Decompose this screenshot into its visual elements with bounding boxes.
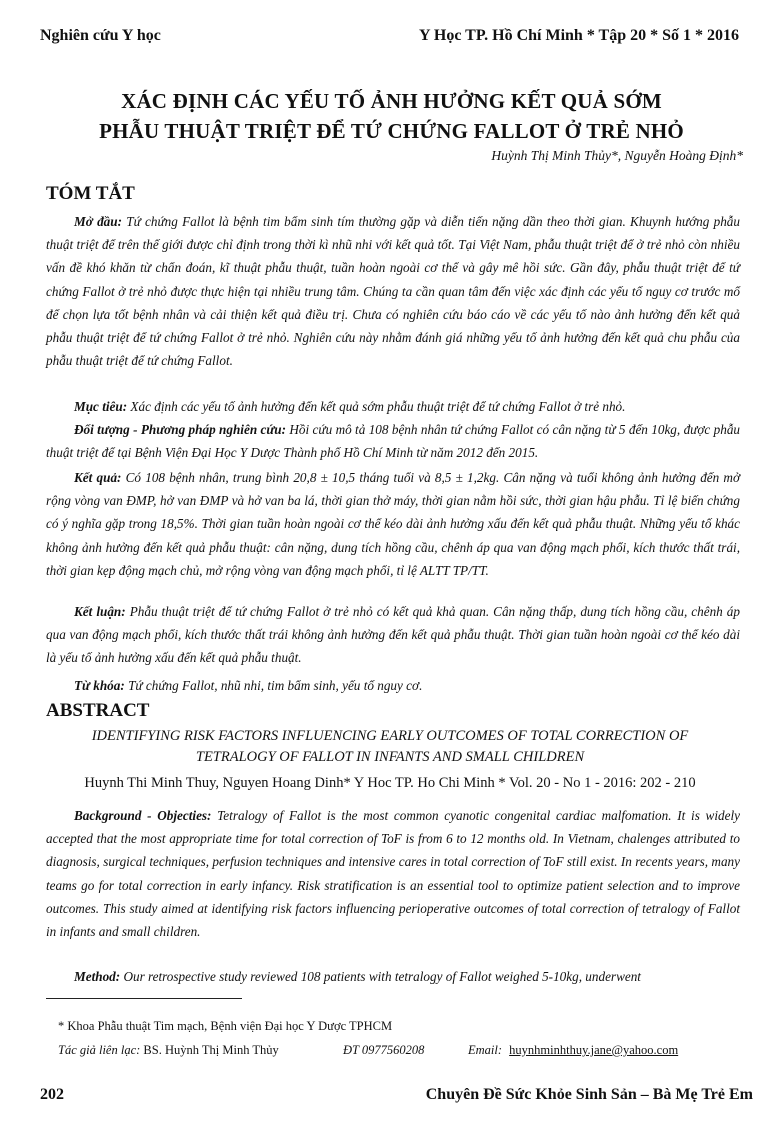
- running-header-right: Y Học TP. Hồ Chí Minh * Tập 20 * Số 1 * 2016: [418, 27, 739, 44]
- authors: Huỳnh Thị Minh Thủy*, Nguyễn Hoàng Định*: [491, 148, 743, 163]
- page-number: 202: [40, 1086, 64, 1103]
- modau-paragraph: [46, 210, 740, 372]
- footnote-affiliation: * Khoa Phẫu thuật Tim mạch, Bệnh viện Đại học Y Dược TPHCM: [58, 1019, 393, 1033]
- ketqua-text: Có 108 bệnh nhân, trung bình 20,8 ± 10,5 tháng tuổi và 8,5 ± 1,2kg. Cân nặng và tuổi không ảnh hưởng đến mở rộng vòng van ĐMP, hở van ĐMP và hở van ba lá, thời gian thở máy, thời gian nằm hồi sức, thời gian hậu phẫu. Tỉ lệ biến chứng có ý nghĩa gặp trong 18,5%. Thời gian tuần hoàn ngoài cơ thể kéo dài ảnh hưởng xấu đến kết quả phẫu thuật. Những yếu tố khác không ảnh hưởng đến kết quả phẫu thuật: cân nặng, dung tích hồng cầu, chênh áp qua van động mạch phổi, kích thước thất trái, thời gian kẹp động mạch chủ, mở rộng vòng van động mạch phổi, tỉ lệ ALTT TP/TT.: [46, 470, 740, 578]
- en-title-line-1: IDENTIFYING RISK FACTORS INFLUENCING EARLY OUTCOMES OF TOTAL CORRECTION OF: [91, 728, 689, 744]
- background-paragraph: [46, 804, 740, 943]
- method-text: Our retrospective study reviewed 108 patients with tetralogy of Fallot weighed 5-10kg, underwent: [120, 969, 641, 984]
- footnote-phone: ĐT 0977560208: [343, 1043, 425, 1057]
- title-line-1: XÁC ĐỊNH CÁC YẾU TỐ ẢNH HƯỞNG KẾT QUẢ SỚM: [121, 89, 662, 113]
- modau-text: Tứ chứng Fallot là bệnh tim bẩm sinh tím thường gặp và diễn tiến nặng dần theo thời gian. Khuynh hướng phẫu thuật triệt để trên thế giới được chỉ định trong thời kì nhũ nhi với kết quả tốt. Tại Việt Nam, phẫu thuật triệt để ở trẻ nhỏ còn nhiều vấn đề khó khăn từ chẩn đoán, kĩ thuật phẫu thuật, tuần hoàn ngoài cơ thể và gây mê hồi sức. Gần đây, phẫu thuật triệt để tứ chứng Fallot ở trẻ nhỏ được thực hiện tại nhiều trung tâm. Chúng ta cần quan tâm đến việc xác định các yếu tố nguy cơ trước mổ để chọn lựa tốt bệnh nhân và cải thiện kết quả điều trị. Chưa có nghiên cứu báo cáo về các yếu tố nào ảnh hưởng đến kết quả phẫu thuật triệt để tứ chứng Fallot ở trẻ nhỏ. Nghiên cứu này nhằm đánh giá những yếu tố ảnh hưởng đến kết quả chu phẫu của phẫu thuật triệt để tứ chứng Fallot.: [46, 214, 740, 369]
- article-title-vi: [0, 86, 783, 146]
- abstract-heading: ABSTRACT: [46, 700, 150, 721]
- running-header-left: Nghiên cứu Y học: [40, 27, 161, 44]
- method-paragraph: [46, 965, 740, 988]
- title-line-2: PHẪU THUẬT TRIỆT ĐỂ TỨ CHỨNG FALLOT Ở TRẺ NHỎ: [99, 119, 684, 143]
- ketluan-paragraph: [46, 600, 740, 670]
- en-title-line-2: TETRALOGY OF FALLOT IN INFANTS AND SMALL CHILDREN: [195, 749, 585, 765]
- background-text: Tetralogy of Fallot is the most common cyanotic congenital cardiac malfomation. It is widely accepted that the most appropriate time for total correction of ToF is from 6 to 12 months old. In Vietnam, chalenges attributed to diagnosis, surgical techniques, perfusion techniques and intensive cares in total correction of ToF still exist. In recents years, many teams go for total correction in early infancy. Risk stratification is an essential tool to optimize patient selection and to improve outcomes. This study aimed at identifying risk factors influencing perioperative outcomes of total correction of tetralogy of Fallot in infants and small children.: [46, 808, 740, 940]
- contact-name: BS. Huỳnh Thị Minh Thủy: [140, 1043, 279, 1057]
- email-label: Email:: [468, 1043, 503, 1057]
- modau-label: Mở đầu:: [74, 214, 122, 229]
- doituong-label: Đối tượng - Phương pháp nghiên cứu:: [74, 422, 287, 437]
- footnote-rule: [46, 998, 242, 999]
- doituong-text: Hồi cứu mô tả 108 bệnh nhân tứ chứng Fallot có cân nặng từ 5 đến 10kg, được phẫu thuật triệt để tại Bệnh Viện Đại Học Y Dược Thành phố Hồ Chí Minh từ năm 2012 đến 2015.: [46, 422, 741, 461]
- method-label: Method:: [74, 969, 121, 984]
- contact-label: Tác giả liên lạc:: [58, 1043, 141, 1057]
- tomtat-heading: TÓM TẮT: [46, 183, 135, 204]
- background-label: Background - Objecties:: [74, 808, 212, 823]
- tukhoa-label: Từ khóa:: [74, 678, 125, 693]
- citation: Huynh Thi Minh Thuy, Nguyen Hoang Dinh* Y Hoc TP. Ho Chi Minh * Vol. 20 - No 1 - 2016: 202 - 210: [84, 775, 696, 791]
- article-title-en: [40, 726, 740, 768]
- tukhoa-text: Tứ chứng Fallot, nhũ nhi, tim bẩm sinh, yếu tố nguy cơ.: [124, 678, 423, 693]
- muctieu-paragraph: [46, 395, 740, 418]
- doituong-paragraph: [46, 418, 740, 464]
- footnote-contact: [58, 1043, 279, 1058]
- ketluan-text: Phẫu thuật triệt để tứ chứng Fallot ở trẻ nhỏ có kết quả khả quan. Cân nặng thấp, dung tích hồng cầu, chênh áp qua van động mạch phổi, kích thước thất trái không ảnh hưởng đến kết quả phẫu thuật. Thời gian tuần hoàn ngoài cơ thể kéo dài là yếu tố ảnh hưởng xấu đến kết quả phẫu thuật.: [46, 604, 740, 666]
- ketqua-label: Kết quả:: [74, 470, 122, 485]
- journal-footer: Chuyên Đề Sức Khỏe Sinh Sản – Bà Mẹ Trẻ Em: [425, 1086, 753, 1103]
- tukhoa-paragraph: [46, 674, 740, 697]
- ketluan-label: Kết luận:: [74, 604, 126, 619]
- muctieu-label: Mục tiêu:: [74, 399, 128, 414]
- email-link[interactable]: huynhminhthuy.jane@yahoo.com: [509, 1043, 679, 1057]
- muctieu-text: Xác định các yếu tố ảnh hưởng đến kết quả sớm phẫu thuật triệt để tứ chứng Fallot ở trẻ nhỏ.: [127, 399, 626, 414]
- ketqua-paragraph: [46, 466, 740, 582]
- footnote-email-block: [468, 1043, 678, 1058]
